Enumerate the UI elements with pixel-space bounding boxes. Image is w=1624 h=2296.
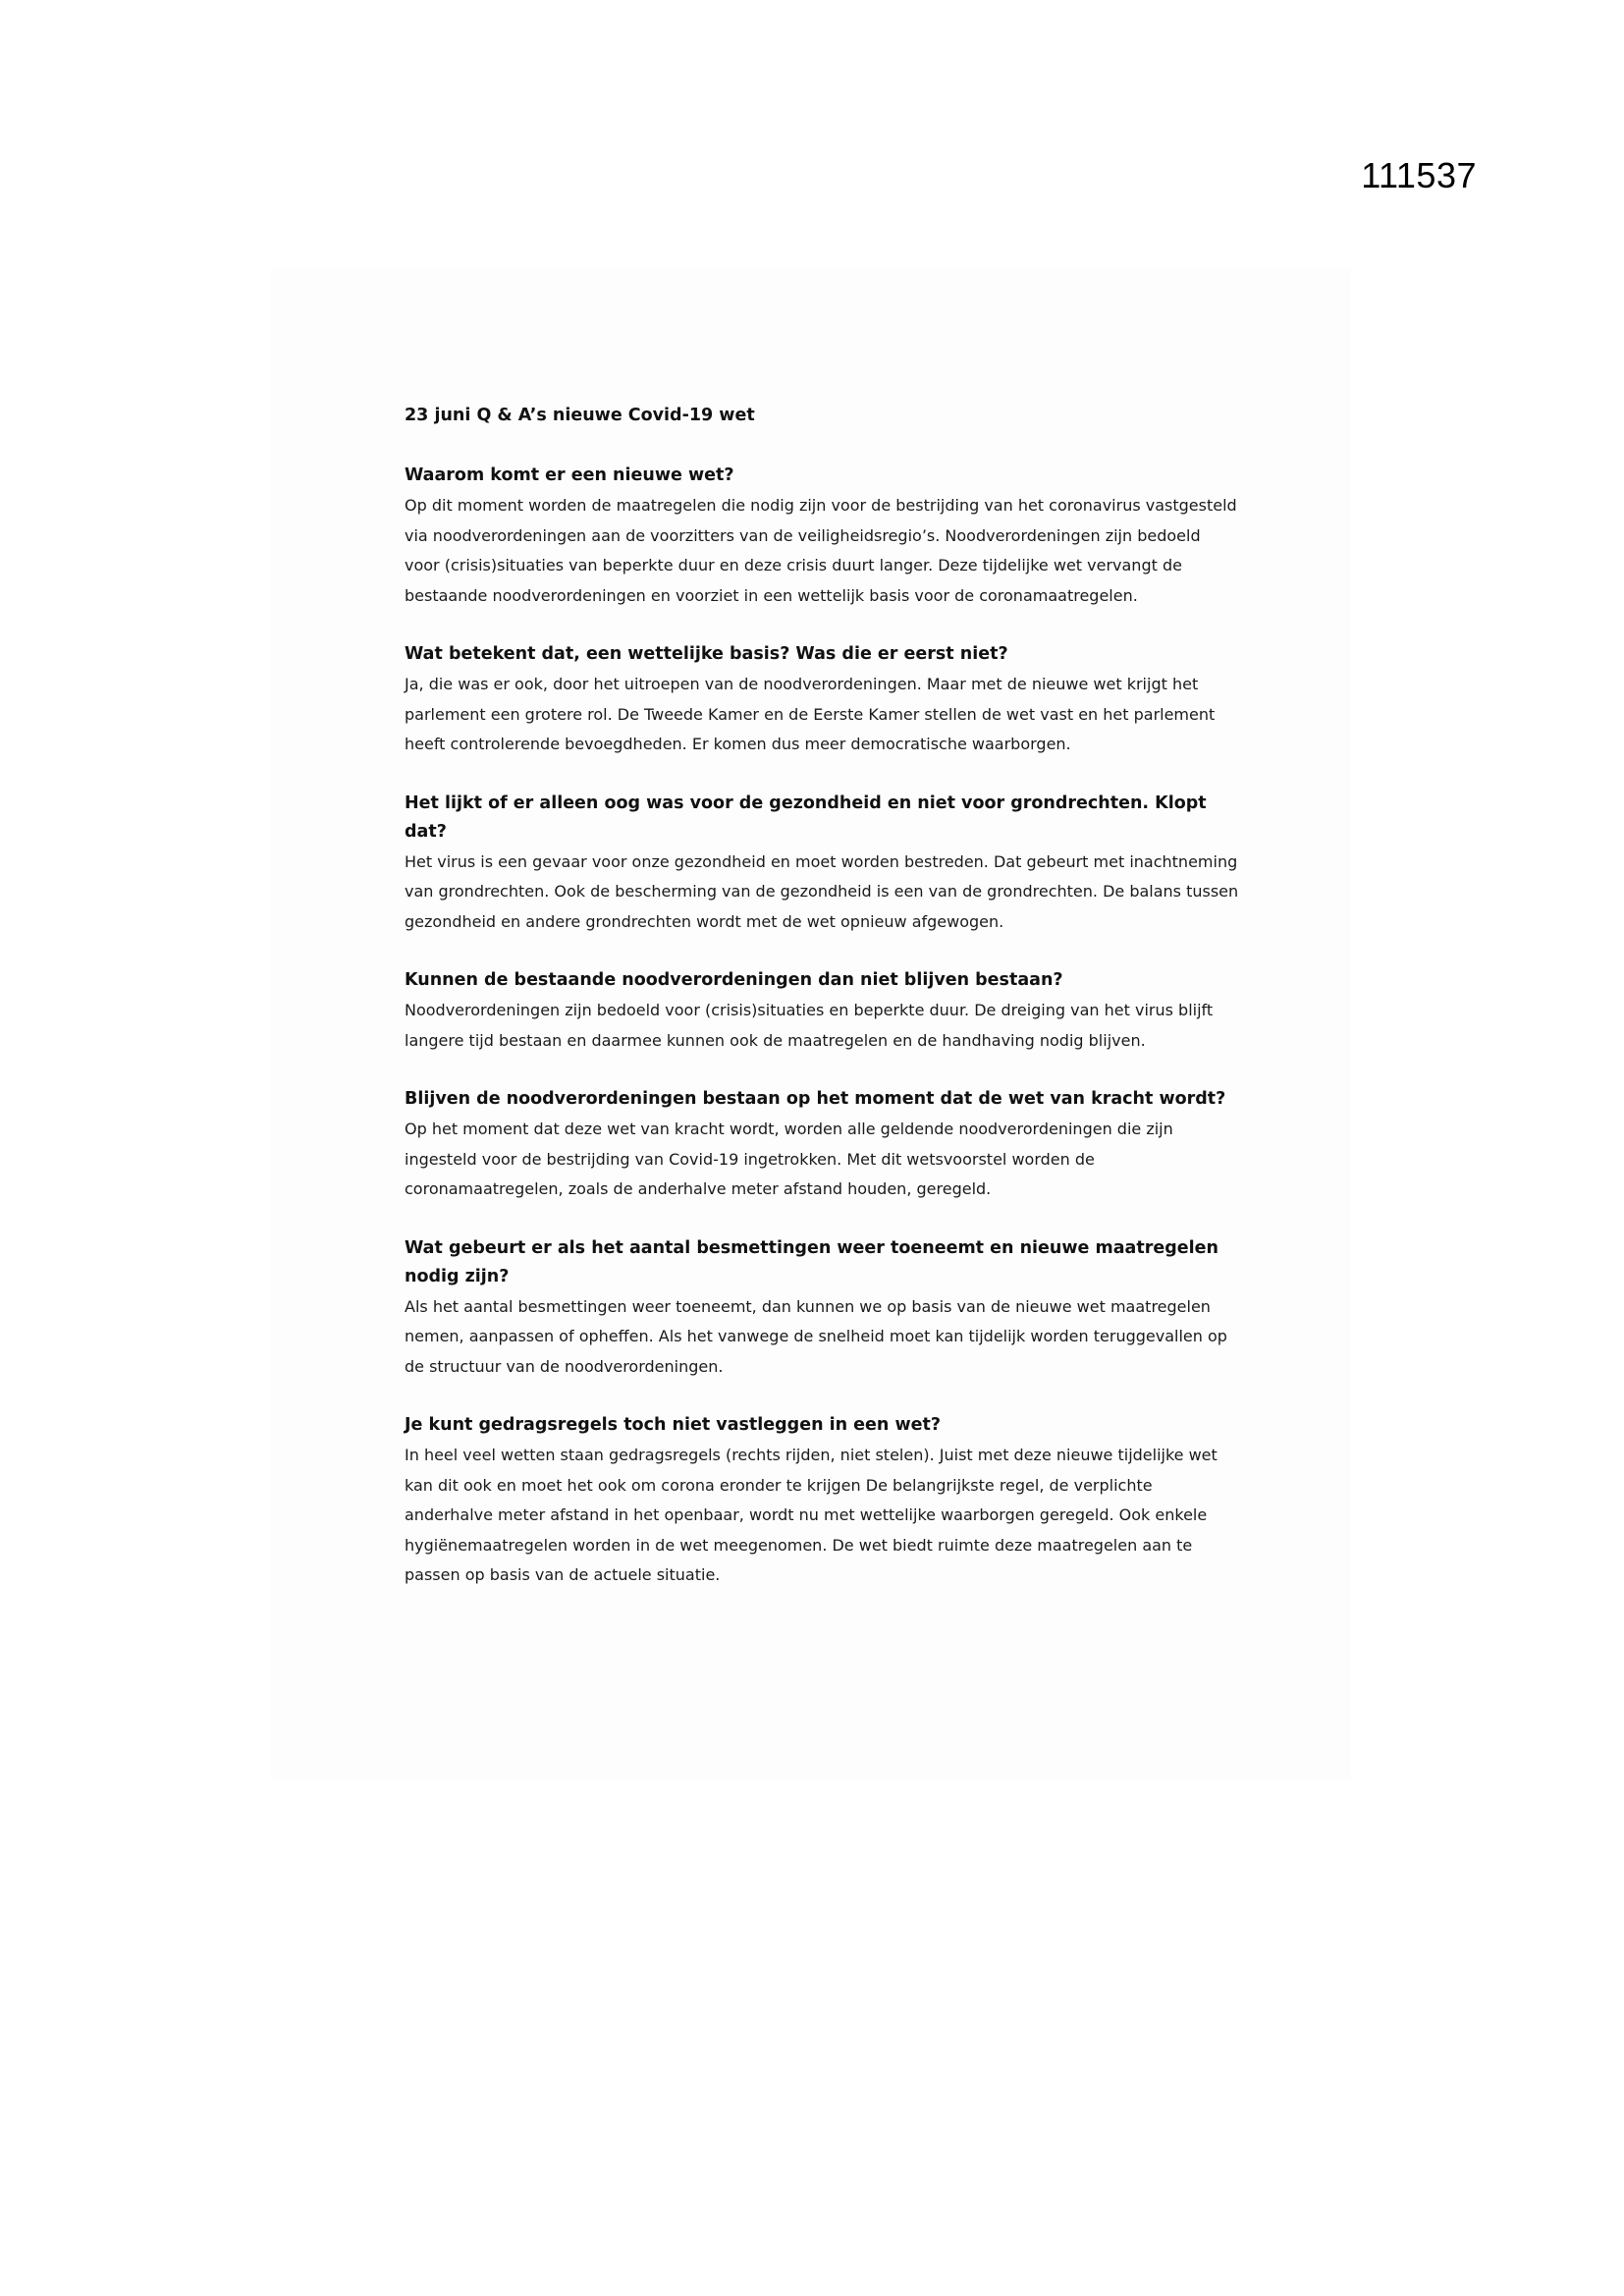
question-heading: Kunnen de bestaande noodverordeningen dan niet blijven bestaan? xyxy=(405,970,1063,990)
document-title: 23 juni Q & A’s nieuwe Covid-19 wet xyxy=(405,406,755,425)
qa-item xyxy=(405,966,1239,1056)
question-heading: Wat betekent dat, een wettelijke basis? Was die er eerst niet? xyxy=(405,644,1008,664)
answer-text: Het virus is een gevaar voor onze gezondheid en moet worden bestreden. Dat gebeurt met inachtneming van grondrechten. Ook de bescherming van de gezondheid is een van de grondrechten. De balans tussen gezondheid en andere grondrechten wordt met de wet opnieuw afgewogen. xyxy=(405,851,1239,931)
answer-text: Noodverordeningen zijn bedoeld voor (crisis)situaties en beperkte duur. De dreiging van het virus blijft langere tijd bestaan en daarmee kunnen ook de maatregelen en de handhaving nodig blijven. xyxy=(405,1001,1214,1050)
answer-text: In heel veel wetten staan gedragsregels (rechts rijden, niet stelen). Juist met deze nieuwe tijdelijke wet kan dit ook en moet het ook om corona eronder te krijgen De belangrijkste regel, de verplichte anderhalve meter afstand in het openbaar, wordt nu met wettelijke waarborgen geregeld. Ook enkele hygiënemaatregelen worden in de wet meegenomen. De wet biedt ruimte deze maatregelen aan te passen op basis van de actuele situatie. xyxy=(405,1446,1218,1584)
qa-item xyxy=(405,1234,1239,1383)
qa-item xyxy=(405,640,1239,760)
answer-text: Op dit moment worden de maatregelen die nodig zijn voor de bestrijding van het coronavirus vastgesteld via noodverordeningen aan de voorzitters van de veiligheidsregio’s. Noodverordeningen zijn bedoeld voor (crisis)situaties van beperkte duur en deze crisis duurt langer. Deze tijdelijke wet vervangt de bestaande noodverordeningen en voorziet in een wettelijk basis voor de coronamaatregelen. xyxy=(405,496,1237,605)
qa-item xyxy=(405,462,1239,611)
answer-text: Op het moment dat deze wet van kracht wordt, worden alle geldende noodverordeningen die zijn ingesteld voor de bestrijding van Covid-19 ingetrokken. Met dit wetsvoorstel worden de coronamaatregelen, zoals de anderhalve meter afstand houden, geregeld. xyxy=(405,1120,1173,1198)
qa-item xyxy=(405,1085,1239,1205)
question-heading: Wat gebeurt er als het aantal besmettingen weer toeneemt en nieuwe maatregelen nodig zijn? xyxy=(405,1237,1218,1286)
document-number: 111537 xyxy=(1361,155,1477,195)
question-heading: Het lijkt of er alleen oog was voor de gezondheid en niet voor grondrechten. Klopt dat? xyxy=(405,793,1207,842)
question-heading: Blijven de noodverordeningen bestaan op het moment dat de wet van kracht wordt? xyxy=(405,1089,1226,1109)
qa-item xyxy=(405,790,1239,938)
answer-text: Ja, die was er ook, door het uitroepen van de noodverordeningen. Maar met de nieuwe wet krijgt het parlement een grotere rol. De Tweede Kamer en de Eerste Kamer stellen de wet vast en het parlement heeft controlerende bevoegdheden. Er komen dus meer democratische waarborgen. xyxy=(405,675,1216,753)
question-heading: Je kunt gedragsregels toch niet vastleggen in een wet? xyxy=(405,1415,942,1435)
answer-text: Als het aantal besmettingen weer toeneemt, dan kunnen we op basis van de nieuwe wet maatregelen nemen, aanpassen of opheffen. Als het vanwege de snelheid moet kan tijdelijk worden teruggevallen op de structuur van de noodverordeningen. xyxy=(405,1296,1227,1376)
document-body xyxy=(405,401,1239,1620)
question-heading: Waarom komt er een nieuwe wet? xyxy=(405,465,734,485)
qa-item xyxy=(405,1411,1239,1591)
